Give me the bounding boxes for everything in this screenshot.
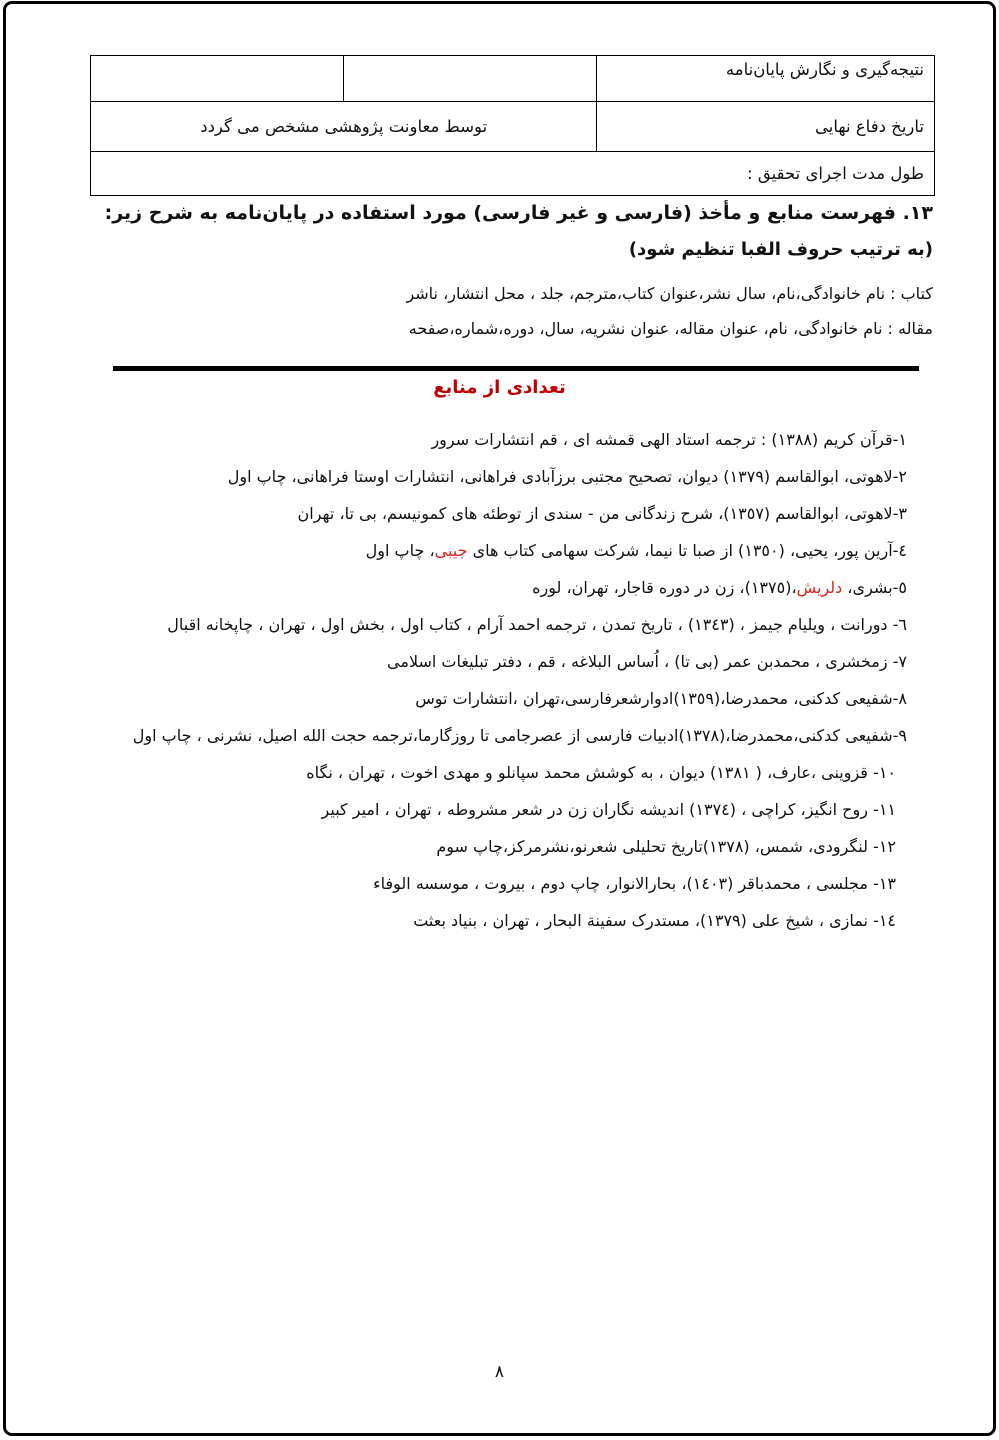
article-format-note: مقاله : نام خانوادگی، نام، عنوان مقاله، عنوان نشریه، سال، دوره،شماره،صفحه: [408, 319, 933, 338]
reference-text: ١٤- نمازی ، شیخ علی (١٣٧٩)، مستدرک سفینة البحار ، تهران ، بنیاد بعثت: [413, 911, 896, 930]
page-number: ٨: [494, 1362, 505, 1382]
highlighted-term: دلریش: [796, 578, 843, 597]
reference-text: ٥-بشری،: [842, 578, 907, 597]
cell-research-duration-label: طول مدت اجرای تحقیق :: [91, 152, 935, 196]
reference-item: [88, 458, 907, 495]
schedule-table: [90, 55, 935, 196]
reference-item: [88, 643, 907, 680]
reference-item: [88, 680, 907, 717]
table-row: [91, 102, 935, 152]
reference-item: [88, 495, 907, 532]
reference-text: ١٣- مجلسی ، محمدباقر (١٤٠٣)، بحارالانوار، چاپ دوم ، بیروت ، موسسه الوفاء: [373, 874, 896, 893]
reference-text: ٤-آرین پور، یحیی، (١٣٥٠) از صبا تا نیما، شرکت سهامی کتاب های: [467, 541, 907, 560]
reference-text: ، چاپ اول: [365, 541, 435, 560]
references-list: [88, 421, 907, 939]
cell-defense-date-value: توسط معاونت پژوهشی مشخص می گردد: [91, 102, 597, 152]
reference-item: [88, 902, 907, 939]
reference-text: ١٠- قزوینی ،عارف، ( ١٣٨١) دیوان ، به کوشش محمد سپانلو و مهدی اخوت ، تهران ، نگاه: [306, 763, 896, 782]
reference-text: ٨-شفیعی کدکنی، محمدرضا،(١٣٥٩)ادوارشعرفارسی،تهران ،انتشارات توس: [415, 689, 907, 708]
reference-text: ٦- دورانت ، ویلیام جیمز ، (١٣٤٣) ، تاریخ تمدن ، ترجمه احمد آرام ، کتاب اول ، بخش اول ، تهران ، چاپخانه اقبال: [167, 615, 907, 634]
table-row: [91, 56, 935, 102]
reference-text: ٩-شفیعی کدکنی،محمدرضا،(١٣٧٨)ادبیات فارسی از عصرجامی تا روزگارما،ترجمه حجت الله اصیل، نشرنی ، چاپ اول: [132, 726, 907, 745]
reference-item: [88, 421, 907, 458]
cell-thesis-writing-label: نتیجه‌گیری و نگارش پایان‌نامه: [597, 56, 935, 102]
reference-item: [88, 569, 907, 606]
reference-text: ١-قرآن کریم (١٣٨٨) : ترجمه استاد الهی قمشه ای ، قم انتشارات سرور: [431, 430, 907, 449]
reference-item: [88, 791, 907, 828]
cell-defense-date-label: تاریخ دفاع نهایی: [597, 102, 935, 152]
reference-text: ٢-لاهوتی، ابوالقاسم (١٣٧٩) دیوان، تصحیح مجتبی برزآبادی فراهانی، انتشارات اوستا فراهانی، چاپ اول: [227, 467, 907, 486]
reference-item: [88, 754, 907, 791]
section-13: [66, 198, 933, 346]
reference-text: ٧- زمخشری ، محمدبن عمر (بی تا) ، اُساس البلاغه ، قم ، دفتر تبلیغات اسلامی: [387, 652, 907, 671]
section-subtitle: (به ترتیب حروف الفبا تنظیم شود): [628, 239, 933, 260]
reference-item: [88, 717, 907, 754]
reference-text: ٣-لاهوتی، ابوالقاسم (١٣٥٧)، شرح زندگانی من - سندی از توطئه های کمونیسم، بی تا، تهران: [297, 504, 907, 523]
book-format-note: کتاب : نام خانوادگی،نام، سال نشر،عنوان کتاب،مترجم، جلد ، محل انتشار، ناشر: [406, 284, 933, 303]
reference-text: ١٢- لنگرودی، شمس، (١٣٧٨)تاریخ تحلیلی شعرنو،نشرمرکز،چاپ سوم: [436, 837, 896, 856]
sources-heading: تعدادی از منابع: [433, 377, 566, 398]
reference-text: ،(١٣٧٥)، زن در دوره قاجار، تهران، لوره: [532, 578, 797, 597]
cell-empty-left: [91, 56, 344, 102]
reference-item: [88, 828, 907, 865]
cell-empty-mid: [344, 56, 597, 102]
reference-item: [88, 532, 907, 569]
reference-item: [88, 865, 907, 902]
reference-item: [88, 606, 907, 643]
highlighted-term: جیبی: [434, 541, 468, 560]
double-rule: [113, 366, 919, 371]
section-title: ١٣. فهرست منابع و مأخذ (فارسی و غیر فارسی) مورد استفاده در پایان‌نامه به شرح زیر:: [104, 202, 933, 224]
reference-text: ١١- روح انگیز، کراچی ، (١٣٧٤) اندیشه نگاران زن در شعر مشروطه ، تهران ، امیر کبیر: [321, 800, 896, 819]
table-row: [91, 152, 935, 196]
